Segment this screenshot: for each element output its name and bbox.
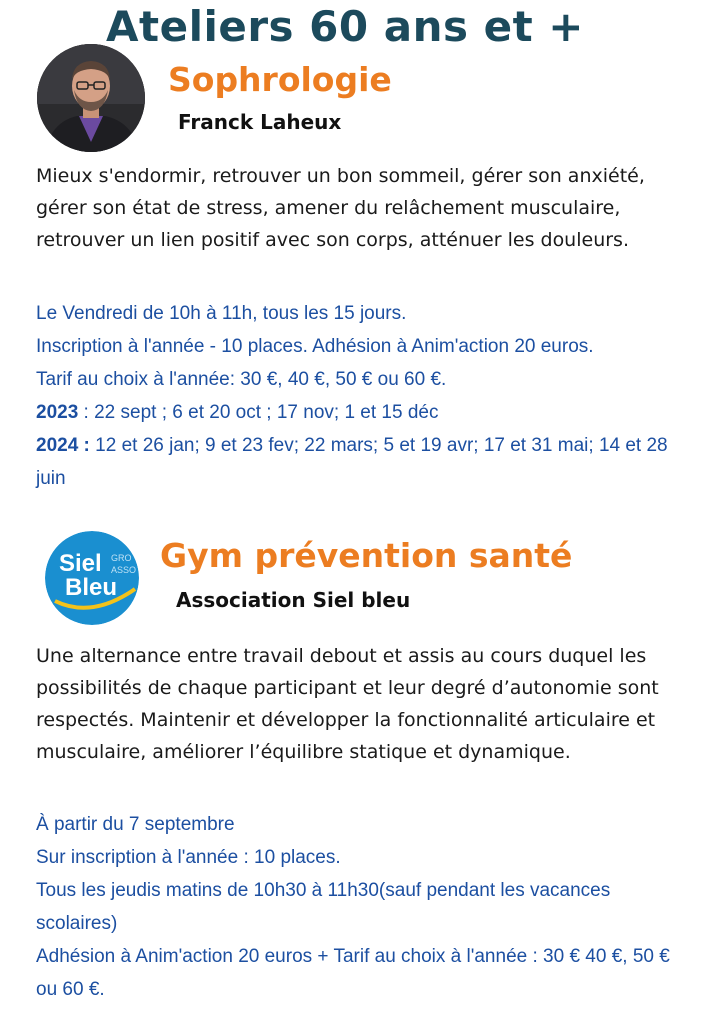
dates-2023: : 22 sept ; 6 et 20 oct ; 17 nov; 1 et 15 déc: [78, 402, 439, 423]
info-registration: Sur inscription à l'année : 10 places.: [36, 847, 341, 868]
logo-small-text-2: ASSO: [111, 565, 137, 575]
section-subheading-association: Association Siel bleu: [176, 588, 411, 612]
section-heading-gym: Gym prévention santé: [160, 536, 573, 575]
person-portrait-icon: [37, 44, 145, 152]
page-title: Ateliers 60 ans et +: [106, 2, 584, 51]
logo-small-text-1: GRO: [111, 553, 132, 563]
info-schedule: Tous les jeudis matins de 10h30 à 11h30(sauf pendant les vacances scolaires): [36, 880, 611, 934]
siel-bleu-logo: [45, 531, 139, 625]
section-description-sophrologie: Mieux s'endormir, retrouver un bon sommeil, gérer son anxiété, gérer son état de stress, amener du relâchement musculaire, retrouver un lien positif avec son corps, atténuer les douleurs.: [36, 165, 645, 251]
section-description-gym: Une alternance entre travail debout et assis au cours duquel les possibilités de chaque participant et leur degré d’autonomie sont respectés. Maintenir et développer la fonctionnalité articulaire et musculaire, améliorer l’équilibre statique et dynamique.: [36, 645, 659, 763]
info-schedule: Le Vendredi de 10h à 11h, tous les 15 jours.: [36, 303, 407, 324]
info-dates-2023: [36, 396, 686, 429]
instructor-photo: [37, 44, 145, 152]
info-registration: Inscription à l'année - 10 places. Adhésion à Anim'action 20 euros.: [36, 336, 594, 357]
siel-bleu-logo-icon: [45, 531, 139, 625]
info-price: Adhésion à Anim'action 20 euros + Tarif au choix à l'année : 30 € 40 €, 50 € ou 60 €.: [36, 946, 670, 1000]
dates-2024: 12 et 26 jan; 9 et 23 fev; 22 mars; 5 et 19 avr; 17 et 31 mai; 14 et 28 juin: [36, 435, 668, 489]
section-info-gym: [36, 808, 686, 1006]
info-start-date: À partir du 7 septembre: [36, 814, 235, 835]
section-heading-sophrologie: Sophrologie: [168, 60, 392, 99]
logo-text-bleu: Bleu: [65, 574, 118, 601]
info-price: Tarif au choix à l'année: 30 €, 40 €, 50 € ou 60 €.: [36, 369, 447, 390]
logo-text-siel: Siel: [59, 550, 102, 577]
year-label-2023: 2023: [36, 402, 79, 423]
section-subheading-instructor: Franck Laheux: [178, 110, 342, 134]
year-label-2024: 2024 :: [36, 435, 90, 456]
info-dates-2024: [36, 429, 686, 495]
section-info-sophrologie: [36, 297, 686, 495]
